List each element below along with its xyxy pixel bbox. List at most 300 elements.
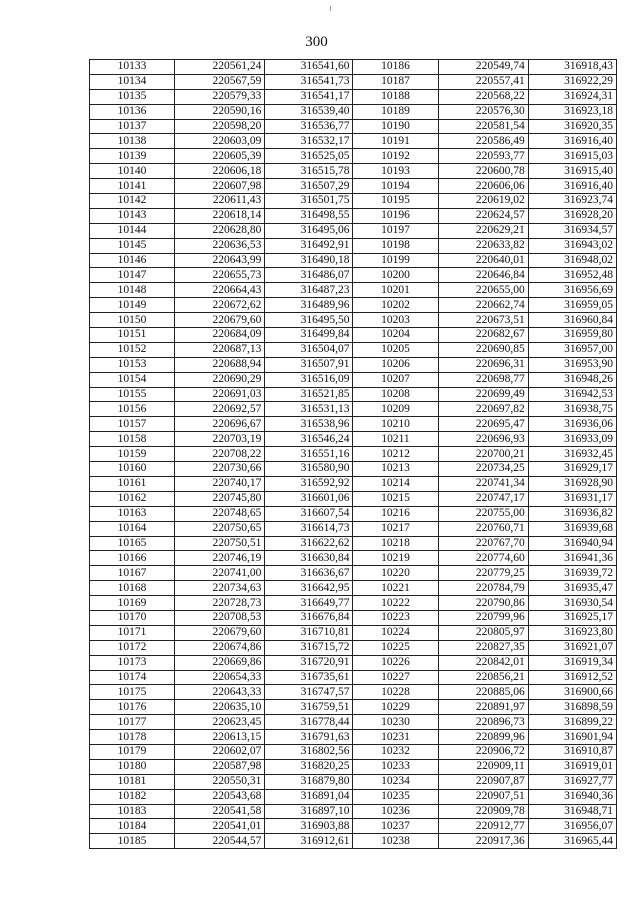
table-row bbox=[90, 596, 617, 611]
point-number-cell: 10136 bbox=[90, 104, 175, 119]
y-coordinate-cell: 316532,17 bbox=[265, 134, 353, 149]
y-coordinate-cell: 316916,40 bbox=[528, 134, 616, 149]
y-coordinate-cell: 316939,72 bbox=[528, 566, 616, 581]
point-number-cell: 10214 bbox=[353, 476, 438, 491]
point-number-cell: 10206 bbox=[353, 357, 438, 372]
point-number-cell: 10197 bbox=[353, 223, 438, 238]
x-coordinate-cell: 220605,39 bbox=[175, 149, 265, 164]
y-coordinate-cell: 316487,23 bbox=[265, 283, 353, 298]
y-coordinate-cell: 316498,55 bbox=[265, 208, 353, 223]
x-coordinate-cell: 220598,20 bbox=[175, 119, 265, 134]
x-coordinate-cell: 220623,45 bbox=[175, 715, 265, 730]
point-number-cell: 10155 bbox=[90, 387, 175, 402]
y-coordinate-cell: 316936,06 bbox=[528, 417, 616, 432]
x-coordinate-cell: 220618,14 bbox=[175, 208, 265, 223]
x-coordinate-cell: 220755,00 bbox=[438, 506, 528, 521]
x-coordinate-cell: 220688,94 bbox=[175, 357, 265, 372]
table-row bbox=[90, 179, 617, 194]
y-coordinate-cell: 316925,17 bbox=[528, 610, 616, 625]
y-coordinate-cell: 316924,31 bbox=[528, 89, 616, 104]
x-coordinate-cell: 220567,59 bbox=[175, 74, 265, 89]
y-coordinate-cell: 316934,57 bbox=[528, 223, 616, 238]
point-number-cell: 10230 bbox=[353, 715, 438, 730]
point-number-cell: 10180 bbox=[90, 759, 175, 774]
point-number-cell: 10139 bbox=[90, 149, 175, 164]
y-coordinate-cell: 316489,96 bbox=[265, 298, 353, 313]
y-coordinate-cell: 316923,74 bbox=[528, 194, 616, 209]
x-coordinate-cell: 220700,21 bbox=[438, 447, 528, 462]
x-coordinate-cell: 220698,77 bbox=[438, 372, 528, 387]
table-row bbox=[90, 104, 617, 119]
y-coordinate-cell: 316941,36 bbox=[528, 551, 616, 566]
x-coordinate-cell: 220679,60 bbox=[175, 625, 265, 640]
y-coordinate-cell: 316601,06 bbox=[265, 491, 353, 506]
table-row bbox=[90, 715, 617, 730]
y-coordinate-cell: 316936,82 bbox=[528, 506, 616, 521]
table-row bbox=[90, 119, 617, 134]
table-row bbox=[90, 506, 617, 521]
point-number-cell: 10151 bbox=[90, 328, 175, 343]
x-coordinate-cell: 220684,09 bbox=[175, 328, 265, 343]
y-coordinate-cell: 316630,84 bbox=[265, 551, 353, 566]
point-number-cell: 10170 bbox=[90, 610, 175, 625]
point-number-cell: 10218 bbox=[353, 536, 438, 551]
point-number-cell: 10163 bbox=[90, 506, 175, 521]
table-row bbox=[90, 417, 617, 432]
y-coordinate-cell: 316820,25 bbox=[265, 759, 353, 774]
x-coordinate-cell: 220695,47 bbox=[438, 417, 528, 432]
point-number-cell: 10237 bbox=[353, 819, 438, 834]
point-number-cell: 10231 bbox=[353, 730, 438, 745]
table-row bbox=[90, 402, 617, 417]
point-number-cell: 10208 bbox=[353, 387, 438, 402]
y-coordinate-cell: 316636,67 bbox=[265, 566, 353, 581]
y-coordinate-cell: 316715,72 bbox=[265, 640, 353, 655]
x-coordinate-cell: 220696,67 bbox=[175, 417, 265, 432]
point-number-cell: 10223 bbox=[353, 610, 438, 625]
coordinates-table bbox=[89, 59, 617, 849]
x-coordinate-cell: 220891,97 bbox=[438, 700, 528, 715]
y-coordinate-cell: 316929,17 bbox=[528, 462, 616, 477]
x-coordinate-cell: 220643,33 bbox=[175, 685, 265, 700]
x-coordinate-cell: 220576,30 bbox=[438, 104, 528, 119]
table-row bbox=[90, 685, 617, 700]
table-row bbox=[90, 298, 617, 313]
x-coordinate-cell: 220917,36 bbox=[438, 834, 528, 849]
x-coordinate-cell: 220690,29 bbox=[175, 372, 265, 387]
x-coordinate-cell: 220619,02 bbox=[438, 194, 528, 209]
x-coordinate-cell: 220581,54 bbox=[438, 119, 528, 134]
table-row bbox=[90, 89, 617, 104]
table-row bbox=[90, 655, 617, 670]
point-number-cell: 10173 bbox=[90, 655, 175, 670]
x-coordinate-cell: 220728,73 bbox=[175, 596, 265, 611]
point-number-cell: 10142 bbox=[90, 194, 175, 209]
point-number-cell: 10225 bbox=[353, 640, 438, 655]
x-coordinate-cell: 220607,98 bbox=[175, 179, 265, 194]
x-coordinate-cell: 220747,17 bbox=[438, 491, 528, 506]
x-coordinate-cell: 220682,67 bbox=[438, 328, 528, 343]
x-coordinate-cell: 220550,31 bbox=[175, 774, 265, 789]
y-coordinate-cell: 316898,59 bbox=[528, 700, 616, 715]
y-coordinate-cell: 316927,77 bbox=[528, 774, 616, 789]
y-coordinate-cell: 316495,50 bbox=[265, 313, 353, 328]
x-coordinate-cell: 220784,79 bbox=[438, 581, 528, 596]
y-coordinate-cell: 316965,44 bbox=[528, 834, 616, 849]
point-number-cell: 10220 bbox=[353, 566, 438, 581]
table-row bbox=[90, 521, 617, 536]
y-coordinate-cell: 316642,95 bbox=[265, 581, 353, 596]
point-number-cell: 10143 bbox=[90, 208, 175, 223]
x-coordinate-cell: 220669,86 bbox=[175, 655, 265, 670]
point-number-cell: 10211 bbox=[353, 432, 438, 447]
x-coordinate-cell: 220590,16 bbox=[175, 104, 265, 119]
x-coordinate-cell: 220745,80 bbox=[175, 491, 265, 506]
y-coordinate-cell: 316953,90 bbox=[528, 357, 616, 372]
point-number-cell: 10159 bbox=[90, 447, 175, 462]
x-coordinate-cell: 220779,25 bbox=[438, 566, 528, 581]
point-number-cell: 10177 bbox=[90, 715, 175, 730]
table-row bbox=[90, 744, 617, 759]
point-number-cell: 10224 bbox=[353, 625, 438, 640]
point-number-cell: 10150 bbox=[90, 313, 175, 328]
x-coordinate-cell: 220568,22 bbox=[438, 89, 528, 104]
point-number-cell: 10156 bbox=[90, 402, 175, 417]
point-number-cell: 10172 bbox=[90, 640, 175, 655]
y-coordinate-cell: 316960,84 bbox=[528, 313, 616, 328]
y-coordinate-cell: 316912,61 bbox=[265, 834, 353, 849]
table-row bbox=[90, 387, 617, 402]
point-number-cell: 10171 bbox=[90, 625, 175, 640]
x-coordinate-cell: 220734,63 bbox=[175, 581, 265, 596]
table-row bbox=[90, 208, 617, 223]
x-coordinate-cell: 220690,85 bbox=[438, 342, 528, 357]
y-coordinate-cell: 316710,81 bbox=[265, 625, 353, 640]
y-coordinate-cell: 316504,07 bbox=[265, 342, 353, 357]
y-coordinate-cell: 316649,77 bbox=[265, 596, 353, 611]
x-coordinate-cell: 220692,57 bbox=[175, 402, 265, 417]
y-coordinate-cell: 316551,16 bbox=[265, 447, 353, 462]
y-coordinate-cell: 316920,35 bbox=[528, 119, 616, 134]
point-number-cell: 10216 bbox=[353, 506, 438, 521]
point-number-cell: 10183 bbox=[90, 804, 175, 819]
y-coordinate-cell: 316922,29 bbox=[528, 74, 616, 89]
y-coordinate-cell: 316899,22 bbox=[528, 715, 616, 730]
y-coordinate-cell: 316915,40 bbox=[528, 164, 616, 179]
point-number-cell: 10229 bbox=[353, 700, 438, 715]
y-coordinate-cell: 316580,90 bbox=[265, 462, 353, 477]
table-row bbox=[90, 253, 617, 268]
x-coordinate-cell: 220790,86 bbox=[438, 596, 528, 611]
x-coordinate-cell: 220672,62 bbox=[175, 298, 265, 313]
y-coordinate-cell: 316948,26 bbox=[528, 372, 616, 387]
point-number-cell: 10158 bbox=[90, 432, 175, 447]
y-coordinate-cell: 316957,00 bbox=[528, 342, 616, 357]
table-row bbox=[90, 551, 617, 566]
point-number-cell: 10141 bbox=[90, 179, 175, 194]
y-coordinate-cell: 316607,54 bbox=[265, 506, 353, 521]
x-coordinate-cell: 220549,74 bbox=[438, 60, 528, 75]
y-coordinate-cell: 316919,34 bbox=[528, 655, 616, 670]
point-number-cell: 10233 bbox=[353, 759, 438, 774]
point-number-cell: 10200 bbox=[353, 268, 438, 283]
point-number-cell: 10205 bbox=[353, 342, 438, 357]
x-coordinate-cell: 220611,43 bbox=[175, 194, 265, 209]
point-number-cell: 10154 bbox=[90, 372, 175, 387]
table-row bbox=[90, 60, 617, 75]
x-coordinate-cell: 220907,51 bbox=[438, 789, 528, 804]
y-coordinate-cell: 316541,73 bbox=[265, 74, 353, 89]
table-row bbox=[90, 328, 617, 343]
point-number-cell: 10167 bbox=[90, 566, 175, 581]
x-coordinate-cell: 220606,18 bbox=[175, 164, 265, 179]
table-row bbox=[90, 342, 617, 357]
point-number-cell: 10232 bbox=[353, 744, 438, 759]
table-row bbox=[90, 700, 617, 715]
y-coordinate-cell: 316490,18 bbox=[265, 253, 353, 268]
table-row bbox=[90, 447, 617, 462]
x-coordinate-cell: 220767,70 bbox=[438, 536, 528, 551]
point-number-cell: 10133 bbox=[90, 60, 175, 75]
x-coordinate-cell: 220606,06 bbox=[438, 179, 528, 194]
x-coordinate-cell: 220561,24 bbox=[175, 60, 265, 75]
table-row bbox=[90, 759, 617, 774]
y-coordinate-cell: 316515,78 bbox=[265, 164, 353, 179]
y-coordinate-cell: 316938,75 bbox=[528, 402, 616, 417]
y-coordinate-cell: 316614,73 bbox=[265, 521, 353, 536]
table-row bbox=[90, 462, 617, 477]
y-coordinate-cell: 316499,84 bbox=[265, 328, 353, 343]
x-coordinate-cell: 220691,03 bbox=[175, 387, 265, 402]
x-coordinate-cell: 220748,65 bbox=[175, 506, 265, 521]
y-coordinate-cell: 316928,90 bbox=[528, 476, 616, 491]
y-coordinate-cell: 316492,91 bbox=[265, 238, 353, 253]
point-number-cell: 10160 bbox=[90, 462, 175, 477]
x-coordinate-cell: 220774,60 bbox=[438, 551, 528, 566]
x-coordinate-cell: 220636,53 bbox=[175, 238, 265, 253]
table-row bbox=[90, 640, 617, 655]
y-coordinate-cell: 316541,60 bbox=[265, 60, 353, 75]
point-number-cell: 10189 bbox=[353, 104, 438, 119]
y-coordinate-cell: 316959,80 bbox=[528, 328, 616, 343]
point-number-cell: 10164 bbox=[90, 521, 175, 536]
y-coordinate-cell: 316747,57 bbox=[265, 685, 353, 700]
y-coordinate-cell: 316538,96 bbox=[265, 417, 353, 432]
y-coordinate-cell: 316903,88 bbox=[265, 819, 353, 834]
point-number-cell: 10238 bbox=[353, 834, 438, 849]
y-coordinate-cell: 316940,94 bbox=[528, 536, 616, 551]
y-coordinate-cell: 316516,09 bbox=[265, 372, 353, 387]
table-row bbox=[90, 625, 617, 640]
point-number-cell: 10201 bbox=[353, 283, 438, 298]
x-coordinate-cell: 220734,25 bbox=[438, 462, 528, 477]
y-coordinate-cell: 316720,91 bbox=[265, 655, 353, 670]
y-coordinate-cell: 316486,07 bbox=[265, 268, 353, 283]
y-coordinate-cell: 316956,07 bbox=[528, 819, 616, 834]
table-row bbox=[90, 223, 617, 238]
y-coordinate-cell: 316943,02 bbox=[528, 238, 616, 253]
x-coordinate-cell: 220586,49 bbox=[438, 134, 528, 149]
table-row bbox=[90, 730, 617, 745]
table-row bbox=[90, 313, 617, 328]
point-number-cell: 10149 bbox=[90, 298, 175, 313]
table-row bbox=[90, 164, 617, 179]
table-row bbox=[90, 357, 617, 372]
y-coordinate-cell: 316507,91 bbox=[265, 357, 353, 372]
x-coordinate-cell: 220750,51 bbox=[175, 536, 265, 551]
x-coordinate-cell: 220746,19 bbox=[175, 551, 265, 566]
table-row bbox=[90, 194, 617, 209]
y-coordinate-cell: 316918,43 bbox=[528, 60, 616, 75]
point-number-cell: 10175 bbox=[90, 685, 175, 700]
point-number-cell: 10227 bbox=[353, 670, 438, 685]
point-number-cell: 10161 bbox=[90, 476, 175, 491]
x-coordinate-cell: 220750,65 bbox=[175, 521, 265, 536]
x-coordinate-cell: 220687,13 bbox=[175, 342, 265, 357]
point-number-cell: 10169 bbox=[90, 596, 175, 611]
point-number-cell: 10162 bbox=[90, 491, 175, 506]
table-row bbox=[90, 581, 617, 596]
point-number-cell: 10202 bbox=[353, 298, 438, 313]
x-coordinate-cell: 220544,57 bbox=[175, 834, 265, 849]
page-number: 300 bbox=[305, 34, 328, 50]
point-number-cell: 10187 bbox=[353, 74, 438, 89]
point-number-cell: 10157 bbox=[90, 417, 175, 432]
table-row bbox=[90, 268, 617, 283]
x-coordinate-cell: 220600,78 bbox=[438, 164, 528, 179]
x-coordinate-cell: 220760,71 bbox=[438, 521, 528, 536]
point-number-cell: 10203 bbox=[353, 313, 438, 328]
y-coordinate-cell: 316916,40 bbox=[528, 179, 616, 194]
x-coordinate-cell: 220655,00 bbox=[438, 283, 528, 298]
x-coordinate-cell: 220799,96 bbox=[438, 610, 528, 625]
x-coordinate-cell: 220664,43 bbox=[175, 283, 265, 298]
point-number-cell: 10194 bbox=[353, 179, 438, 194]
point-number-cell: 10193 bbox=[353, 164, 438, 179]
point-number-cell: 10176 bbox=[90, 700, 175, 715]
y-coordinate-cell: 316521,85 bbox=[265, 387, 353, 402]
point-number-cell: 10195 bbox=[353, 194, 438, 209]
point-number-cell: 10178 bbox=[90, 730, 175, 745]
x-coordinate-cell: 220909,78 bbox=[438, 804, 528, 819]
x-coordinate-cell: 220708,22 bbox=[175, 447, 265, 462]
point-number-cell: 10191 bbox=[353, 134, 438, 149]
x-coordinate-cell: 220673,51 bbox=[438, 313, 528, 328]
point-number-cell: 10192 bbox=[353, 149, 438, 164]
x-coordinate-cell: 220899,96 bbox=[438, 730, 528, 745]
x-coordinate-cell: 220635,10 bbox=[175, 700, 265, 715]
x-coordinate-cell: 220541,58 bbox=[175, 804, 265, 819]
point-number-cell: 10219 bbox=[353, 551, 438, 566]
x-coordinate-cell: 220912,77 bbox=[438, 819, 528, 834]
x-coordinate-cell: 220909,11 bbox=[438, 759, 528, 774]
point-number-cell: 10207 bbox=[353, 372, 438, 387]
point-number-cell: 10188 bbox=[353, 89, 438, 104]
y-coordinate-cell: 316541,17 bbox=[265, 89, 353, 104]
table-row bbox=[90, 804, 617, 819]
point-number-cell: 10186 bbox=[353, 60, 438, 75]
x-coordinate-cell: 220603,09 bbox=[175, 134, 265, 149]
y-coordinate-cell: 316952,48 bbox=[528, 268, 616, 283]
x-coordinate-cell: 220708,53 bbox=[175, 610, 265, 625]
x-coordinate-cell: 220557,41 bbox=[438, 74, 528, 89]
table-row bbox=[90, 149, 617, 164]
table-row bbox=[90, 566, 617, 581]
x-coordinate-cell: 220730,66 bbox=[175, 462, 265, 477]
x-coordinate-cell: 220655,73 bbox=[175, 268, 265, 283]
y-coordinate-cell: 316592,92 bbox=[265, 476, 353, 491]
table-row bbox=[90, 536, 617, 551]
x-coordinate-cell: 220629,21 bbox=[438, 223, 528, 238]
y-coordinate-cell: 316940,36 bbox=[528, 789, 616, 804]
y-coordinate-cell: 316531,13 bbox=[265, 402, 353, 417]
table-row bbox=[90, 789, 617, 804]
table-row bbox=[90, 834, 617, 849]
y-coordinate-cell: 316507,29 bbox=[265, 179, 353, 194]
point-number-cell: 10179 bbox=[90, 744, 175, 759]
point-number-cell: 10236 bbox=[353, 804, 438, 819]
y-coordinate-cell: 316948,71 bbox=[528, 804, 616, 819]
y-coordinate-cell: 316525,05 bbox=[265, 149, 353, 164]
x-coordinate-cell: 220856,21 bbox=[438, 670, 528, 685]
x-coordinate-cell: 220696,93 bbox=[438, 432, 528, 447]
x-coordinate-cell: 220613,15 bbox=[175, 730, 265, 745]
point-number-cell: 10221 bbox=[353, 581, 438, 596]
y-coordinate-cell: 316897,10 bbox=[265, 804, 353, 819]
y-coordinate-cell: 316923,18 bbox=[528, 104, 616, 119]
point-number-cell: 10182 bbox=[90, 789, 175, 804]
point-number-cell: 10210 bbox=[353, 417, 438, 432]
point-number-cell: 10212 bbox=[353, 447, 438, 462]
x-coordinate-cell: 220579,33 bbox=[175, 89, 265, 104]
table-row bbox=[90, 819, 617, 834]
table-row bbox=[90, 774, 617, 789]
x-coordinate-cell: 220740,17 bbox=[175, 476, 265, 491]
coordinates-table-body bbox=[90, 60, 617, 849]
x-coordinate-cell: 220699,49 bbox=[438, 387, 528, 402]
x-coordinate-cell: 220674,86 bbox=[175, 640, 265, 655]
point-number-cell: 10148 bbox=[90, 283, 175, 298]
y-coordinate-cell: 316959,05 bbox=[528, 298, 616, 313]
x-coordinate-cell: 220827,35 bbox=[438, 640, 528, 655]
y-coordinate-cell: 316919,01 bbox=[528, 759, 616, 774]
point-number-cell: 10181 bbox=[90, 774, 175, 789]
x-coordinate-cell: 220543,68 bbox=[175, 789, 265, 804]
point-number-cell: 10204 bbox=[353, 328, 438, 343]
point-number-cell: 10234 bbox=[353, 774, 438, 789]
x-coordinate-cell: 220741,34 bbox=[438, 476, 528, 491]
point-number-cell: 10153 bbox=[90, 357, 175, 372]
x-coordinate-cell: 220842,01 bbox=[438, 655, 528, 670]
y-coordinate-cell: 316539,40 bbox=[265, 104, 353, 119]
y-coordinate-cell: 316932,45 bbox=[528, 447, 616, 462]
point-number-cell: 10213 bbox=[353, 462, 438, 477]
y-coordinate-cell: 316676,84 bbox=[265, 610, 353, 625]
x-coordinate-cell: 220805,97 bbox=[438, 625, 528, 640]
point-number-cell: 10135 bbox=[90, 89, 175, 104]
y-coordinate-cell: 316930,54 bbox=[528, 596, 616, 611]
x-coordinate-cell: 220633,82 bbox=[438, 238, 528, 253]
x-coordinate-cell: 220643,99 bbox=[175, 253, 265, 268]
point-number-cell: 10235 bbox=[353, 789, 438, 804]
point-number-cell: 10152 bbox=[90, 342, 175, 357]
point-number-cell: 10147 bbox=[90, 268, 175, 283]
y-coordinate-cell: 316802,56 bbox=[265, 744, 353, 759]
point-number-cell: 10174 bbox=[90, 670, 175, 685]
y-coordinate-cell: 316900,66 bbox=[528, 685, 616, 700]
y-coordinate-cell: 316879,80 bbox=[265, 774, 353, 789]
x-coordinate-cell: 220624,57 bbox=[438, 208, 528, 223]
